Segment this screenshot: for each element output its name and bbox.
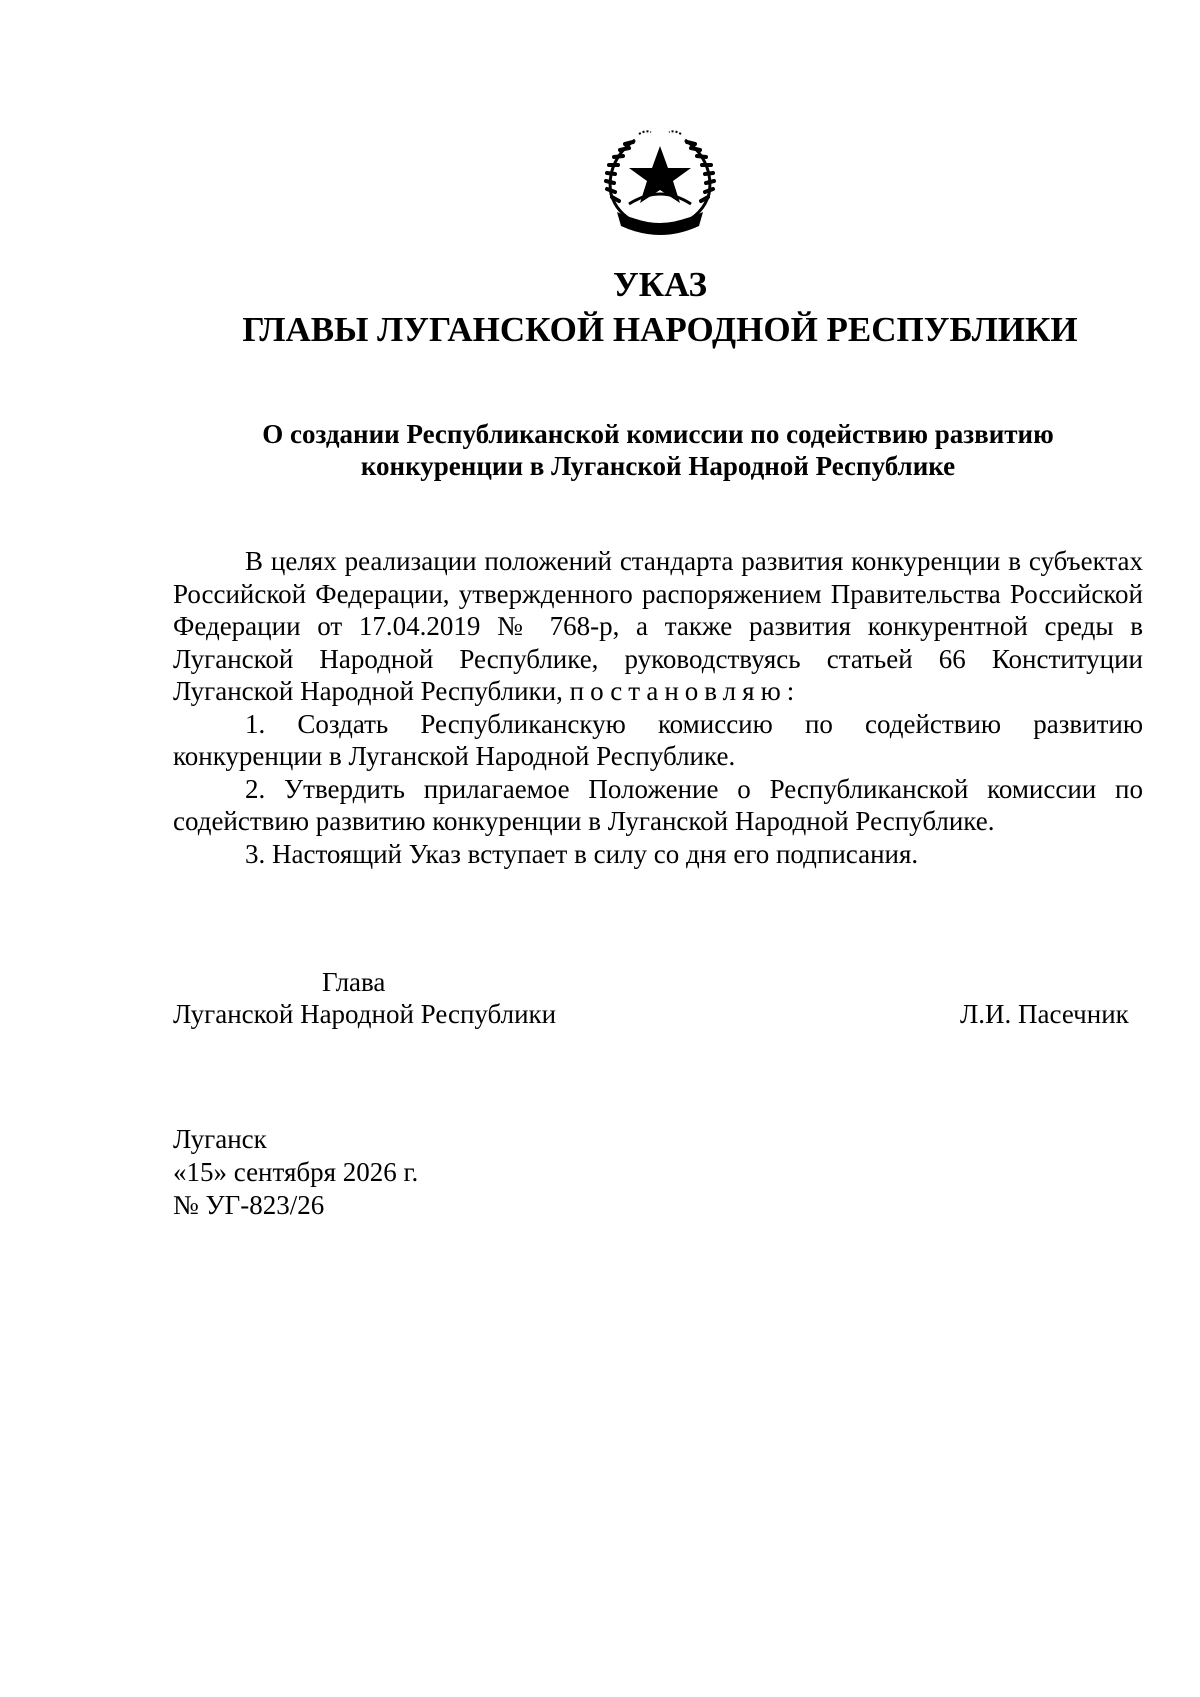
document-type-title: УКАЗ xyxy=(613,265,707,304)
decree-subject-line-1: О создании Республиканской комиссии по содействию развитию xyxy=(262,419,1054,449)
decree-item-1: 1. Создать Республиканскую комиссию по содействию развитию конкуренции в Луганской Народной Республике. xyxy=(173,708,1143,771)
coat-of-arms-emblem-icon xyxy=(595,128,725,240)
decree-item-2: 2. Утвердить прилагаемое Положение о Республиканской комиссии по содействию развитию конкуренции в Луганской Народной Республике. xyxy=(173,773,1143,836)
decree-subject xyxy=(173,418,1143,482)
document-footer xyxy=(173,1123,418,1222)
preamble-paragraph xyxy=(173,545,1143,708)
signatory-position-line-2: Луганской Народной Республики xyxy=(173,999,557,1029)
signatory-name: Л.И. Пасечник xyxy=(960,999,1129,1029)
decree-subject-line-2: конкуренции в Луганской Народной Республике xyxy=(360,451,956,481)
decree-number: № УГ-823/26 xyxy=(173,1190,325,1220)
decree-word: постановляю: xyxy=(569,676,801,706)
preamble-text: В целях реализации положений стандарта развития конкуренции в субъектах Российской Федерации, утвержденного распоряжением Правительства Российской Федерации от 17.04.2019 № 768-р, а также развития конкурентной среды в Луганской Народной Республике, руководствуясь статьей 66 Конституции Луганской Народной Республики, xyxy=(173,546,1143,706)
issue-city: Луганск xyxy=(173,1124,267,1154)
signatory-position-line-1: Глава xyxy=(322,967,386,997)
decree-body xyxy=(173,545,1143,870)
decree-item-3: 3. Настоящий Указ вступает в силу со дня его подписания. xyxy=(245,838,919,869)
issuing-authority-title: ГЛАВЫ ЛУГАНСКОЙ НАРОДНОЙ РЕСПУБЛИКИ xyxy=(242,310,1078,349)
issue-date: «15» сентября 2026 г. xyxy=(173,1157,419,1187)
